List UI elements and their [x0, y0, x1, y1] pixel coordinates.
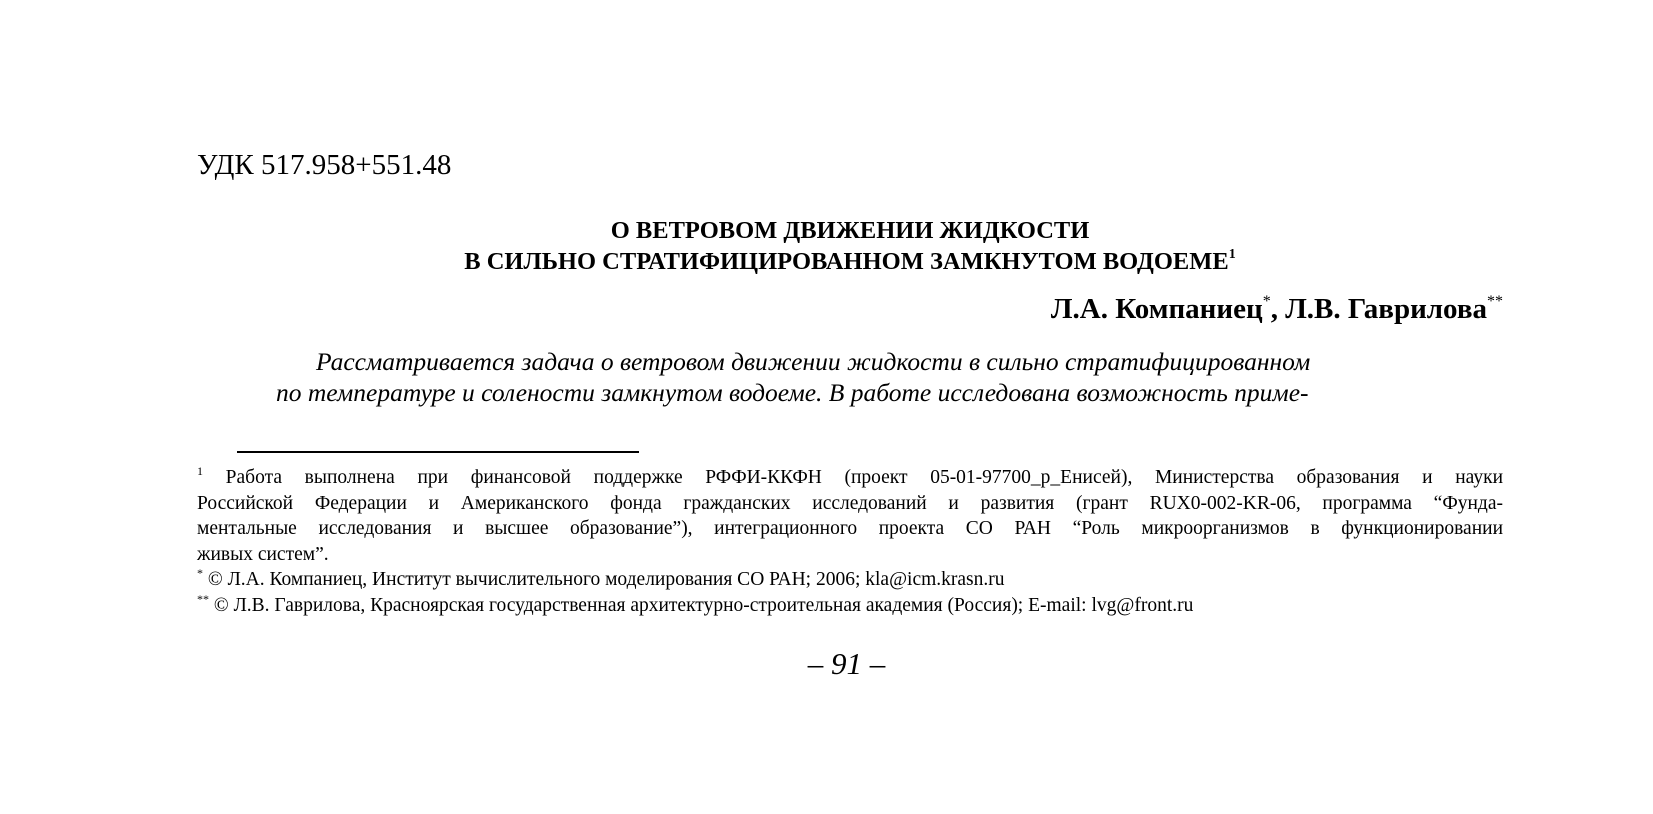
paper-title: [197, 215, 1503, 277]
author-2-mark: **: [1487, 293, 1503, 310]
footnote-3-text: © Л.В. Гаврилова, Красноярская государственная архитектурно-строительная академия (Россия); E-mail: lvg@front.ru: [213, 594, 1194, 616]
title-line-1: О ВЕТРОВОМ ДВИЖЕНИИ ЖИДКОСТИ: [610, 217, 1090, 244]
footnote-1-line-4: живых систем”.: [197, 543, 329, 565]
footnote-3: [197, 593, 1503, 619]
footnote-1-line-1-text: Работа выполнена при финансовой поддержке РФФИ-ККФН (проект 05-01-97700_р_Енисей), Министерства образования и науки: [225, 467, 1504, 488]
author-separator: ,: [1270, 293, 1286, 325]
footnotes: [197, 465, 1503, 618]
footnote-1-line-2: Российской Федерации и Американского фонда гражданских исследований и развития (грант RUX0-002-KR-06, программа “Фунда-: [197, 492, 1503, 514]
footnote-1-mark: 1: [197, 464, 203, 478]
footnote-2-text: © Л.А. Компаниец, Институт вычислительного моделирования СО РАН; 2006; kla@icm.krasn.ru: [207, 569, 1005, 590]
title-line-2: [197, 246, 1503, 277]
footnote-2-mark: *: [197, 566, 203, 580]
page-number: – 91 –: [807, 646, 886, 681]
footnote-3-line: [197, 593, 1503, 619]
author-1-mark: *: [1262, 293, 1271, 310]
footnote-1-line-1: [197, 465, 1503, 491]
footnote-2-line: [197, 567, 1503, 593]
abstract-line-2: по температуре и солености замкнутом водоеме. В работе исследована возможность приме-: [276, 378, 1309, 407]
abstract-line-1: Рассматривается задача о ветровом движении жидкости в сильно стратифицированном: [316, 347, 1311, 376]
title-footnote-mark: 1: [1228, 247, 1236, 262]
footnote-2: [197, 567, 1503, 593]
abstract: [276, 346, 1426, 408]
footnote-1-line-3: ментальные исследования и высшее образование”), интеграционного проекта СО РАН “Роль микроорганизмов в функционировании: [197, 518, 1503, 539]
authors: [1051, 292, 1503, 326]
udc-code: УДК 517.958+551.48: [197, 149, 452, 181]
footnote-3-mark: **: [197, 591, 209, 606]
footnote-1: [197, 465, 1503, 567]
title-line-2-text: В СИЛЬНО СТРАТИФИЦИРОВАННОМ ЗАМКНУТОМ ВОДОЕМЕ: [464, 248, 1229, 275]
footnote-separator: [237, 451, 639, 453]
author-1: Л.А. Компаниец: [1050, 293, 1263, 325]
author-2: Л.В. Гаврилова: [1285, 293, 1487, 325]
